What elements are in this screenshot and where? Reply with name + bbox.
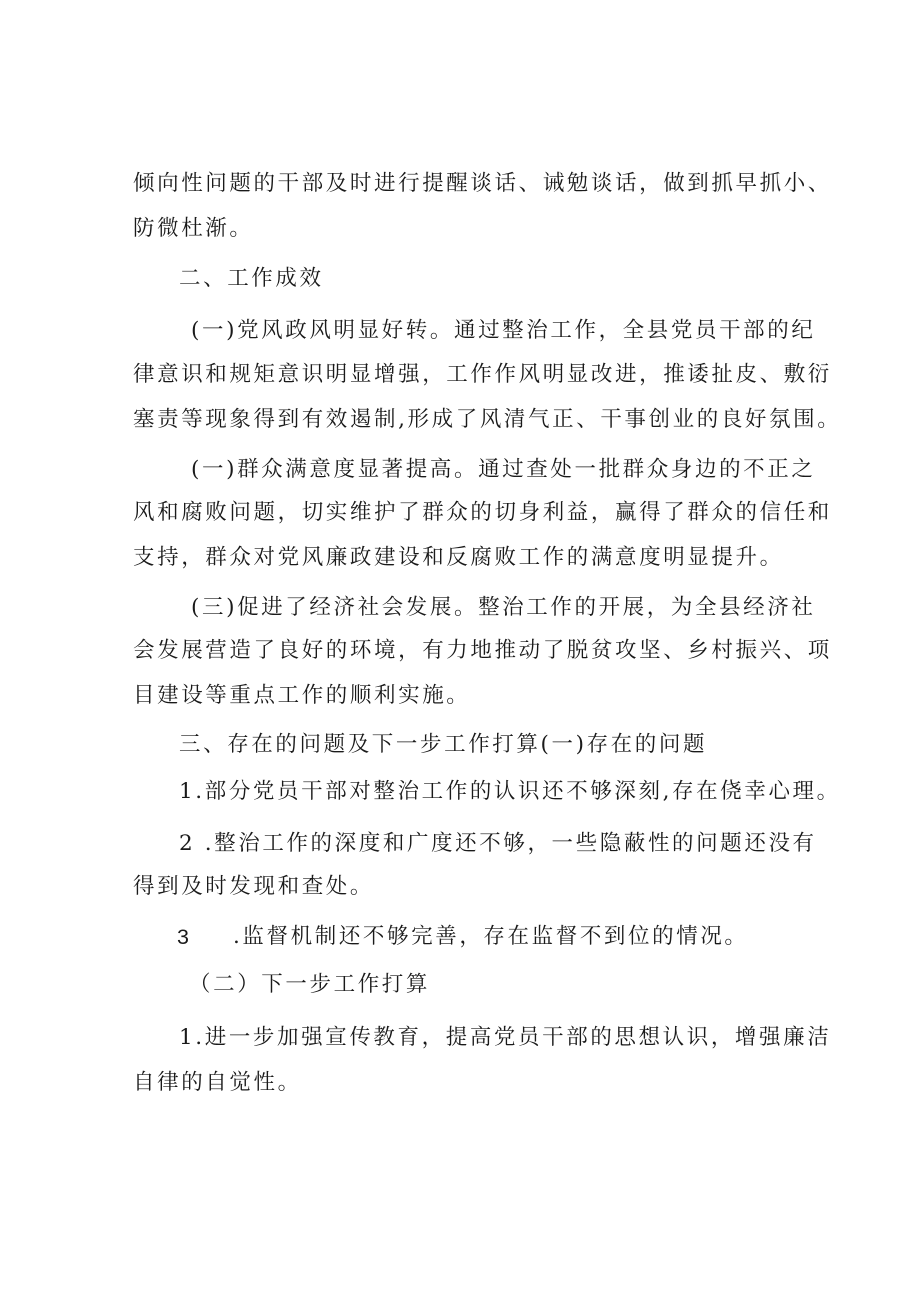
paragraph-line: 塞责等现象得到有效遏制,形成了风清气正、干事创业的良好氛围。 <box>133 407 842 432</box>
paragraph-line: 会发展营造了良好的环境，有力地推动了脱贫攻坚、乡村振兴、项 <box>133 638 832 663</box>
paragraph-line: 目建设等重点工作的顺利实施。 <box>133 683 471 708</box>
paragraph-line: 律意识和规矩意识明显增强，工作作风明显改进，推诿扯皮、敷衍 <box>133 362 832 387</box>
list-item: .监督机制还不够完善，存在监督不到位的情况。 <box>233 924 749 949</box>
paragraph-line: (一)党风政风明显好转。通过整治工作，全县党员干部的纪 <box>191 318 816 343</box>
subsection-heading-next-steps: （二）下一步工作打算 <box>189 972 431 997</box>
paragraph-line: 得到及时发现和查处。 <box>133 874 375 899</box>
paragraph-line: 防微杜渐。 <box>133 216 254 241</box>
list-number: 3 <box>177 925 189 949</box>
paragraph-line: 倾向性问题的干部及时进行提醒谈话、诫勉谈话，做到抓早抓小、 <box>133 171 832 196</box>
list-item: 1.部分党员干部对整治工作的认识还不够深刻,存在侥幸心理。 <box>179 779 841 804</box>
section-heading-results: 二、工作成效 <box>179 266 324 291</box>
paragraph-line: (一)群众满意度显著提高。通过查处一批群众身边的不正之 <box>191 457 816 482</box>
list-item: 1.进一步加强宣传教育，提高党员干部的思想认识，增强廉洁 <box>179 1025 832 1050</box>
paragraph-line: 支持，群众对党风廉政建设和反腐败工作的满意度明显提升。 <box>133 545 784 570</box>
paragraph-line: 自律的自觉性。 <box>133 1070 302 1095</box>
paragraph-line: 风和腐败问题，切实维护了群众的切身利益，赢得了群众的信任和 <box>133 500 832 525</box>
section-heading-problems: 三、存在的问题及下一步工作打算(一)存在的问题 <box>179 732 708 757</box>
list-item: 2 .整治工作的深度和广度还不够，一些隐蔽性的问题还没有 <box>179 831 817 856</box>
paragraph-line: (三)促进了经济社会发展。整治工作的开展，为全县经济社 <box>191 595 816 620</box>
